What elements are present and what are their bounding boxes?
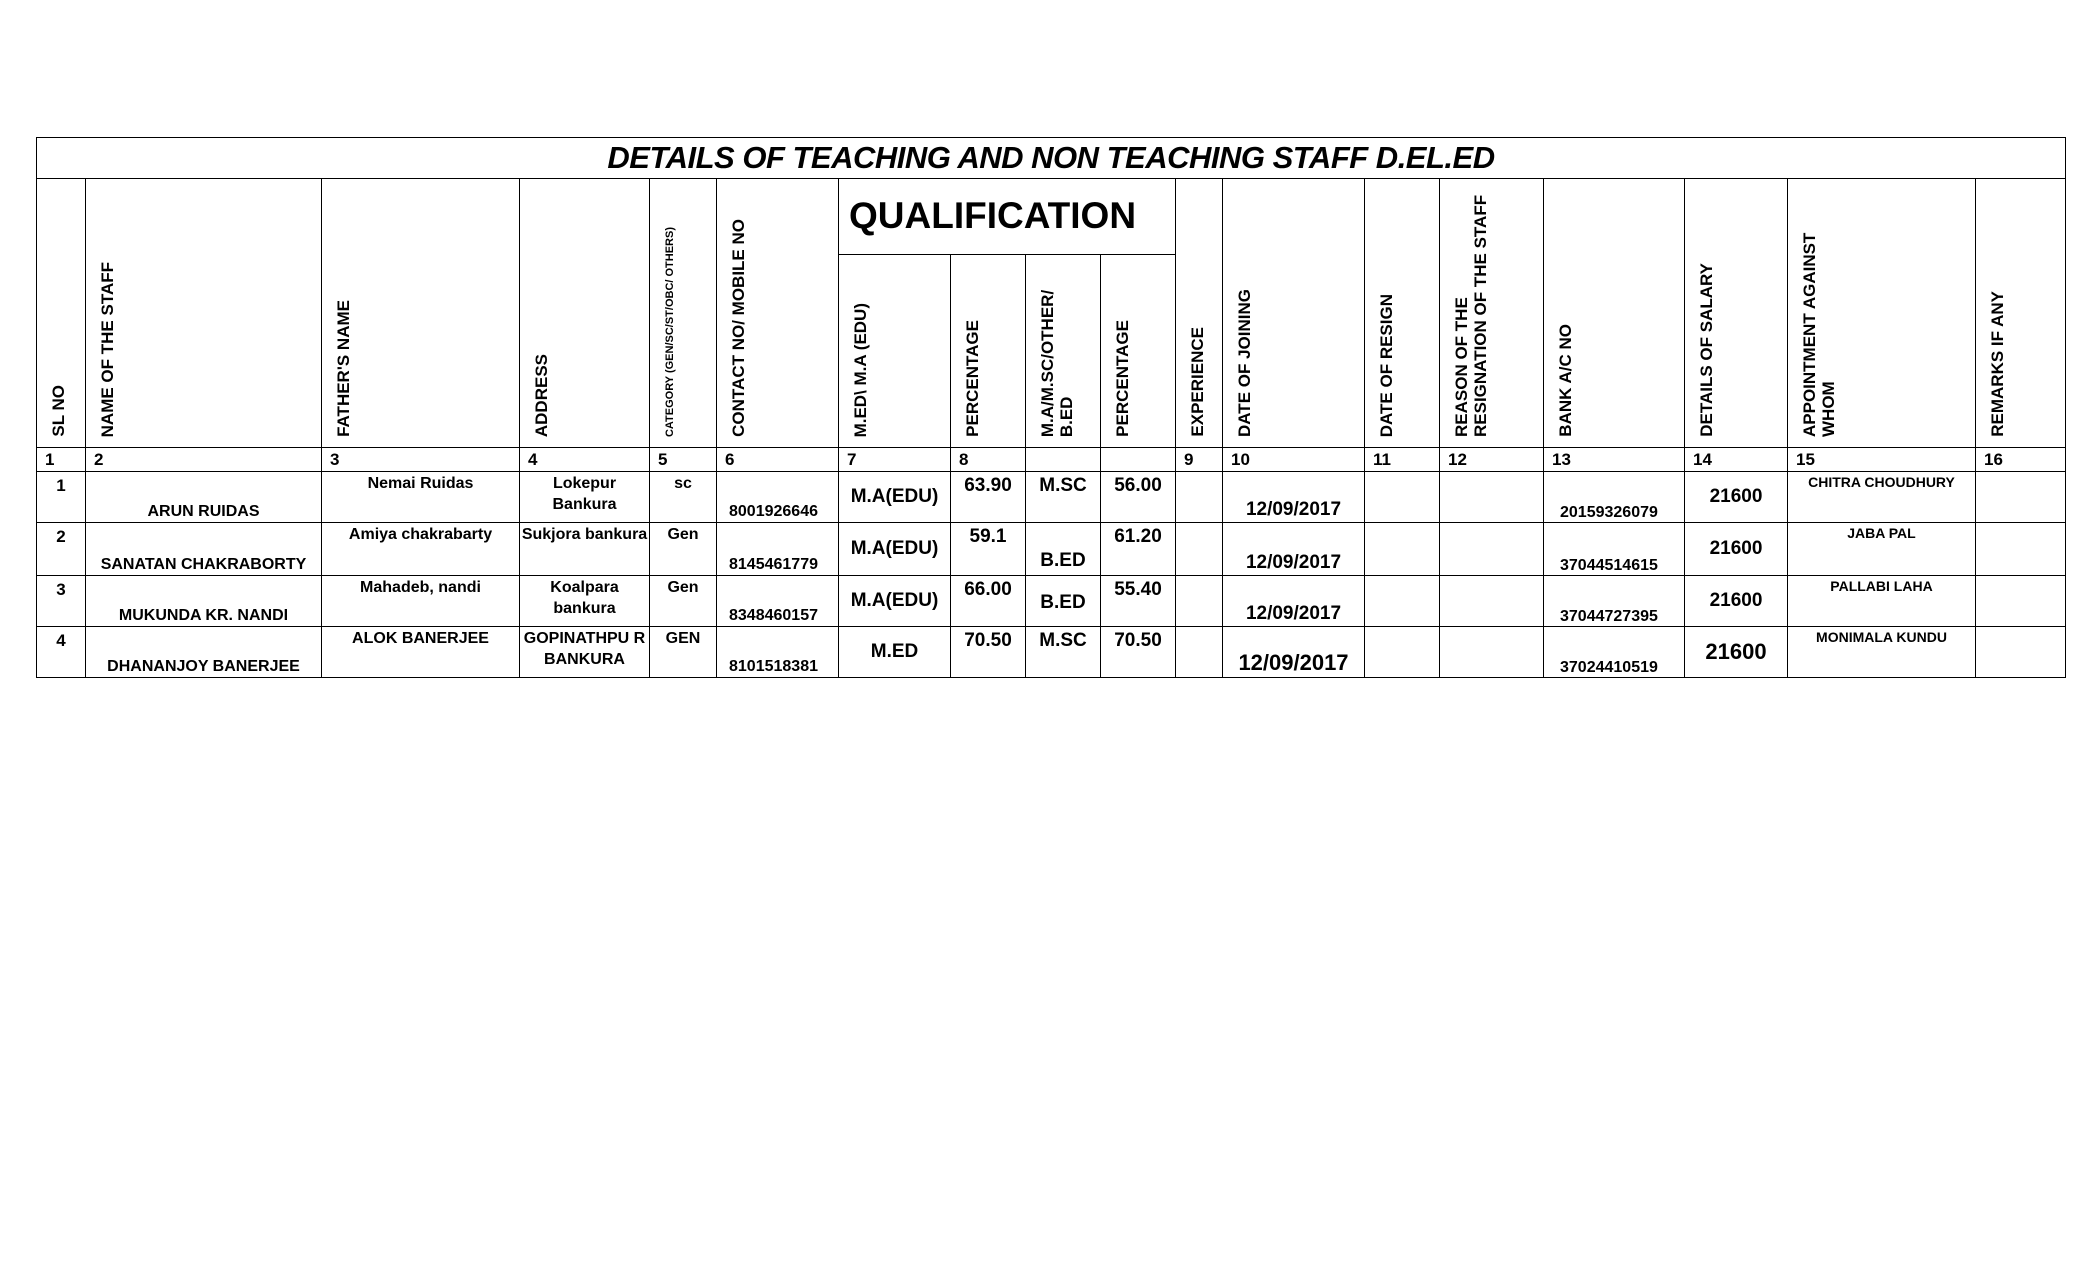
- cell-address: GOPINATHPU R BANKURA: [520, 627, 650, 678]
- cell-q2: M.SC: [1026, 627, 1101, 678]
- header-experience: EXPERIENCE: [1176, 179, 1223, 448]
- header-bank: BANK A/C NO: [1544, 179, 1685, 448]
- cell-p1: 63.90: [951, 472, 1026, 523]
- header-p1: PERCENTAGE: [951, 254, 1026, 447]
- cell-bank: 37024410519: [1544, 627, 1685, 678]
- column-number: 8: [951, 448, 1026, 472]
- cell-salary: 21600: [1685, 472, 1788, 523]
- header-dor: DATE OF RESIGN: [1365, 179, 1440, 448]
- header-name: NAME OF THE STAFF: [86, 179, 322, 448]
- cell-address: Koalpara bankura: [520, 576, 650, 627]
- cell-category: GEN: [650, 627, 717, 678]
- cell-bank: 37044727395: [1544, 576, 1685, 627]
- cell-p1: 59.1: [951, 523, 1026, 576]
- column-number: [1101, 448, 1176, 472]
- cell-contact: 8101518381: [717, 627, 839, 678]
- header-q1: M.ED\ M.A (EDU): [839, 254, 951, 447]
- cell-p2: 55.40: [1101, 576, 1176, 627]
- cell-remarks: [1976, 472, 2066, 523]
- header-address: ADDRESS: [520, 179, 650, 448]
- column-number: 14: [1685, 448, 1788, 472]
- cell-sl: 1: [37, 472, 86, 523]
- staff-sheet: [36, 137, 2065, 678]
- cell-q2: M.SC: [1026, 472, 1101, 523]
- cell-remarks: [1976, 523, 2066, 576]
- cell-appointment: PALLABI LAHA: [1788, 576, 1976, 627]
- cell-experience: [1176, 576, 1223, 627]
- table-row: [37, 576, 2066, 627]
- cell-name: ARUN RUIDAS: [86, 472, 322, 523]
- header-father: FATHER'S NAME: [322, 179, 520, 448]
- cell-q1: M.A(EDU): [839, 576, 951, 627]
- cell-p1: 70.50: [951, 627, 1026, 678]
- page-title: DETAILS OF TEACHING AND NON TEACHING STAFF D.EL.ED: [37, 138, 2066, 179]
- header-category: CATEGORY (GEN/SC/ST/OBC/ OTHERS): [650, 179, 717, 448]
- cell-address: Sukjora bankura: [520, 523, 650, 576]
- cell-experience: [1176, 523, 1223, 576]
- cell-category: sc: [650, 472, 717, 523]
- cell-q2: B.ED: [1026, 523, 1101, 576]
- column-number: 6: [717, 448, 839, 472]
- column-number: 15: [1788, 448, 1976, 472]
- header-sl-no: SL NO: [37, 179, 86, 448]
- cell-contact: 8001926646: [717, 472, 839, 523]
- header-remarks: REMARKS IF ANY: [1976, 179, 2066, 448]
- cell-bank: 37044514615: [1544, 523, 1685, 576]
- header-doj: DATE OF JOINING: [1223, 179, 1365, 448]
- column-number: 3: [322, 448, 520, 472]
- cell-father: Mahadeb, nandi: [322, 576, 520, 627]
- cell-dor: [1365, 472, 1440, 523]
- column-number: [1026, 448, 1101, 472]
- cell-experience: [1176, 627, 1223, 678]
- cell-contact: 8348460157: [717, 576, 839, 627]
- cell-dor: [1365, 576, 1440, 627]
- header-q2: M.A/M.SC/OTHER/ B.ED: [1026, 254, 1101, 447]
- cell-salary: 21600: [1685, 523, 1788, 576]
- cell-doj: 12/09/2017: [1223, 627, 1365, 678]
- cell-q2: B.ED: [1026, 576, 1101, 627]
- table-row: [37, 472, 2066, 523]
- column-number: 7: [839, 448, 951, 472]
- header-salary: DETAILS OF SALARY: [1685, 179, 1788, 448]
- cell-father: Nemai Ruidas: [322, 472, 520, 523]
- column-number: 4: [520, 448, 650, 472]
- cell-experience: [1176, 472, 1223, 523]
- cell-salary: 21600: [1685, 627, 1788, 678]
- cell-q1: M.A(EDU): [839, 523, 951, 576]
- column-number: 10: [1223, 448, 1365, 472]
- cell-dor: [1365, 627, 1440, 678]
- header-p2: PERCENTAGE: [1101, 254, 1176, 447]
- cell-reason: [1440, 627, 1544, 678]
- cell-doj: 12/09/2017: [1223, 576, 1365, 627]
- table-row: [37, 523, 2066, 576]
- cell-address: Lokepur Bankura: [520, 472, 650, 523]
- column-number: 16: [1976, 448, 2066, 472]
- cell-father: ALOK BANERJEE: [322, 627, 520, 678]
- column-number: 12: [1440, 448, 1544, 472]
- cell-appointment: MONIMALA KUNDU: [1788, 627, 1976, 678]
- header-reason: REASON OF THE RESIGNATION OF THE STAFF: [1440, 179, 1544, 448]
- cell-sl: 3: [37, 576, 86, 627]
- cell-name: SANATAN CHAKRABORTY: [86, 523, 322, 576]
- header-contact: CONTACT NO/ MOBILE NO: [717, 179, 839, 448]
- cell-salary: 21600: [1685, 576, 1788, 627]
- cell-reason: [1440, 523, 1544, 576]
- cell-father: Amiya chakrabarty: [322, 523, 520, 576]
- cell-bank: 20159326079: [1544, 472, 1685, 523]
- cell-category: Gen: [650, 523, 717, 576]
- cell-doj: 12/09/2017: [1223, 472, 1365, 523]
- cell-remarks: [1976, 627, 2066, 678]
- cell-remarks: [1976, 576, 2066, 627]
- cell-appointment: JABA PAL: [1788, 523, 1976, 576]
- cell-name: MUKUNDA KR. NANDI: [86, 576, 322, 627]
- cell-q1: M.A(EDU): [839, 472, 951, 523]
- table-row: [37, 627, 2066, 678]
- cell-dor: [1365, 523, 1440, 576]
- column-number: 1: [37, 448, 86, 472]
- header-qualification: QUALIFICATION: [839, 179, 1176, 255]
- cell-doj: 12/09/2017: [1223, 523, 1365, 576]
- cell-contact: 8145461779: [717, 523, 839, 576]
- header-appointment: APPOINTMENT AGAINST WHOM: [1788, 179, 1976, 448]
- column-number: 9: [1176, 448, 1223, 472]
- cell-sl: 2: [37, 523, 86, 576]
- cell-category: Gen: [650, 576, 717, 627]
- cell-p2: 56.00: [1101, 472, 1176, 523]
- cell-sl: 4: [37, 627, 86, 678]
- column-number: 2: [86, 448, 322, 472]
- column-number: 11: [1365, 448, 1440, 472]
- cell-q1: M.ED: [839, 627, 951, 678]
- cell-name: DHANANJOY BANERJEE: [86, 627, 322, 678]
- cell-reason: [1440, 472, 1544, 523]
- column-number: 13: [1544, 448, 1685, 472]
- cell-p2: 70.50: [1101, 627, 1176, 678]
- cell-appointment: CHITRA CHOUDHURY: [1788, 472, 1976, 523]
- column-number-row: [37, 448, 2066, 472]
- cell-reason: [1440, 576, 1544, 627]
- staff-table: [36, 137, 2066, 678]
- cell-p2: 61.20: [1101, 523, 1176, 576]
- cell-p1: 66.00: [951, 576, 1026, 627]
- column-number: 5: [650, 448, 717, 472]
